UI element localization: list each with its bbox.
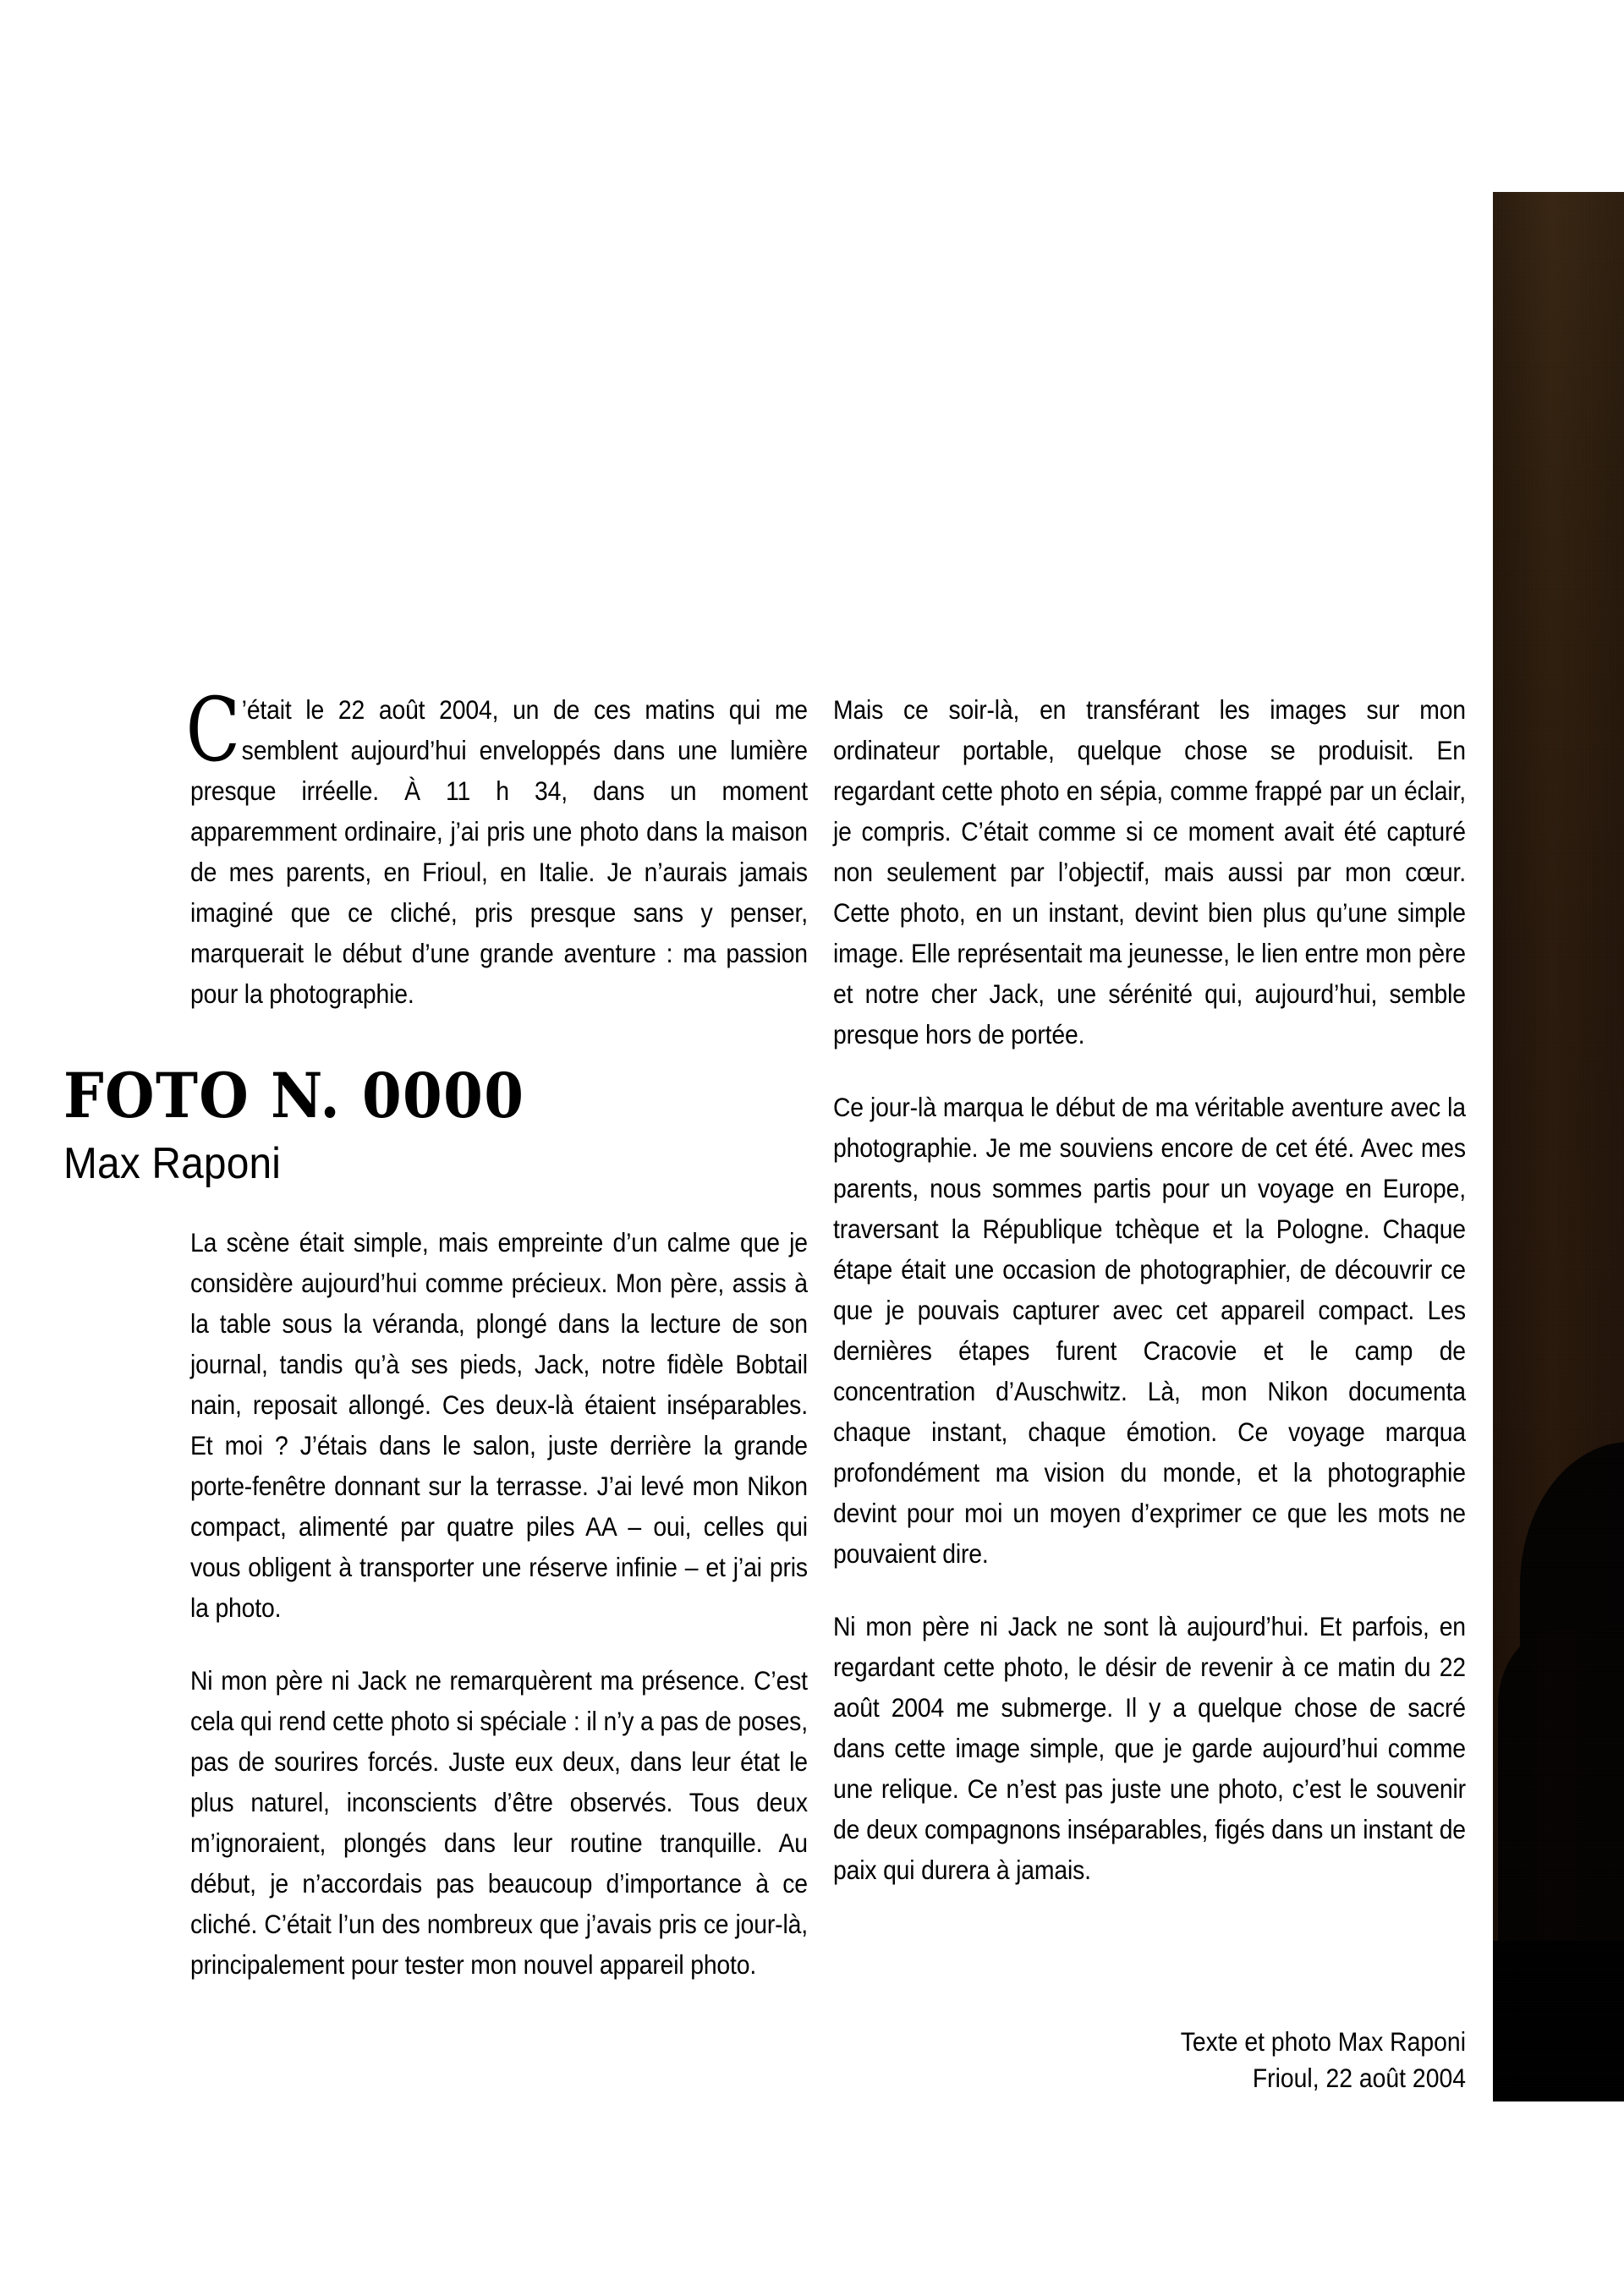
signature-credit: Texte et photo Max Raponi xyxy=(1180,2026,1466,2057)
paragraph: Mais ce soir-là, en transférant les images sur mon ordinateur portable, quelque chose se produisit. En regardant cette photo en sépia, comme frappé par un éclair, je compris. C’était comme si ce moment avait été capturé non seulement par l’objectif, mais aussi par mon cœur. Cette photo, en un instant, devint bien plus qu’une simple image. Elle représentait ma jeunesse, le lien entre mon père et notre cher Jack, une sérénité qui, aujourd’hui, semble presque hors de portée. xyxy=(833,694,1466,1049)
paragraph xyxy=(185,678,808,1014)
paragraph-text: ’était le 22 août 2004, un de ces matins qui me semblent aujourd’hui enveloppés dans une lumière presque irréelle. À 11 h 34, dans un moment apparemment ordinaire, j’ai pris une photo dans la maison de mes parents, en Frioul, en Italie. Je n’aurais jamais imaginé que ce cliché, pris presque sans y penser, marquerait le début d’une grande aventure : ma passion pour la photographie. xyxy=(190,694,808,1009)
text-column-left-upper xyxy=(185,678,808,1014)
paragraph: La scène était simple, mais empreinte d’un calme que je considère aujourd’hui comme précieux. Mon père, assis à la table sous la véranda, plongé dans la lecture de son journal, tandis qu’à ses pieds, Jack, notre fidèle Bobtail nain, reposait allongé. Ces deux-là étaient inséparables. Et moi ? J’étais dans le salon, juste derrière la grande porte-fenêtre donnant sur la terrasse. J’ai levé mon Nikon compact, alimenté par quatre piles AA – oui, celles qui vous obligent à transporter une réserve infinie – et j’ai pris la photo. xyxy=(190,1227,808,1623)
paragraph: Ce jour-là marqua le début de ma véritable aventure avec la photographie. Je me souviens encore de cet été. Avec mes parents, nous sommes partis pour un voyage en Europe, traversant la République tchèque et la Pologne. Chaque étape était une occasion de photographier, de découvrir ce que je pouvais capturer avec cet appareil compact. Les dernières étapes furent Cracovie et le camp de concentration d’Auschwitz. Là, mon Nikon documenta chaque instant, chaque émotion. Ce voyage marqua profondément ma vision du monde, et la photographie devint pour moi un moyen d’exprimer ce que les mots ne pouvaient dire. xyxy=(833,1092,1466,1569)
headline-block xyxy=(63,1060,808,1188)
drop-cap-letter: C xyxy=(185,678,240,781)
paragraph: Ni mon père ni Jack ne sont là aujourd’hui. Et parfois, en regardant cette photo, le désir de revenir à ce matin du 22 août 2004 me submerge. Il y a quelque chose de sacré dans cette image simple, que je garde aujourd’hui comme une relique. Ce n’est pas juste une photo, c’est le souvenir de deux compagnons inséparables, figés dans un instant de paix qui durera à jamais. xyxy=(833,1611,1466,1885)
page-title: FOTO N. 0000 xyxy=(63,1060,525,1132)
paragraph: Ni mon père ni Jack ne remarquèrent ma présence. C’est cela qui rend cette photo si spéciale : il n’y a pas de poses, pas de sourires forcés. Juste eux deux, dans leur état le plus naturel, inconscients d’être observés. Tous deux m’ignoraient, plongés dans leur routine tranquille. Au début, je n’accordais pas beaucoup d’importance à ce cliché. C’était l’un des nombreux que j’avais pris ce jour-là, principalement pour tester mon nouvel appareil photo. xyxy=(190,1665,808,1980)
text-column-right xyxy=(833,689,1466,1890)
author-byline: Max Raponi xyxy=(63,1139,282,1188)
text-column-left-lower xyxy=(190,1222,808,1985)
signature-block xyxy=(833,2024,1466,2096)
signature-place-date: Frioul, 22 août 2004 xyxy=(1252,2063,1466,2093)
